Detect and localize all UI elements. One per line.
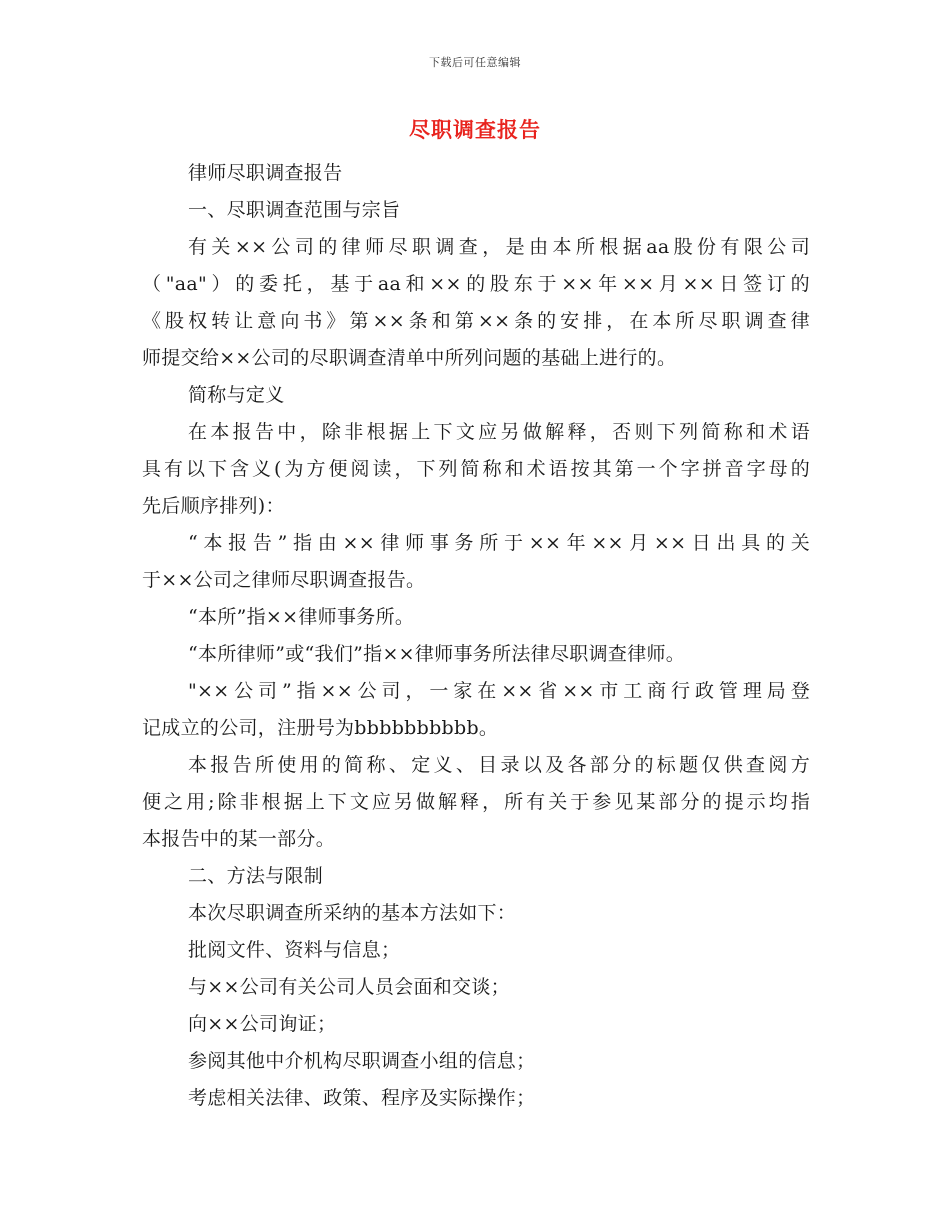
text-line: “本所”指××律师事务所。 [188, 606, 415, 628]
text-line: 与××公司有关公司人员会面和交谈； [188, 976, 510, 998]
text-line: 《股权转让意向书》第××条和第××条的安排，在本所尽职调查律 [142, 310, 810, 332]
text-line: 一、尽职调查范围与宗旨 [188, 199, 401, 221]
text-line: 本报告所使用的简称、定义、目录以及各部分的标题仅供查阅方 [188, 754, 810, 776]
document-body [142, 155, 810, 1117]
text-line: "××公司”指××公司，一家在××省××市工商行政管理局登 [188, 680, 810, 702]
text-line: 参阅其他中介机构尽职调查小组的信息； [188, 1050, 536, 1072]
text-line: 师提交给××公司的尽职调查清单中所列问题的基础上进行的。 [142, 347, 677, 369]
text-line: 二、方法与限制 [188, 865, 324, 887]
text-line: 简称与定义 [188, 384, 285, 406]
text-line: 有关××公司的律师尽职调查，是由本所根据aa股份有限公司 [188, 236, 810, 258]
text-line: 便之用;除非根据上下文应另做解释，所有关于参见某部分的提示均指 [142, 791, 810, 813]
text-line: 先后顺序排列)： [142, 495, 285, 517]
text-line: “本报告”指由××律师事务所于××年××月××日出具的关 [188, 532, 810, 554]
text-line: 在本报告中，除非根据上下文应另做解释，否则下列简称和术语 [188, 421, 810, 443]
text-line: （"aa"）的委托，基于aa和××的股东于××年××月××日签订的 [142, 273, 810, 295]
text-line: 批阅文件、资料与信息； [188, 939, 401, 961]
header-note: 下载后可任意编辑 [429, 56, 521, 69]
text-line: 记成立的公司，注册号为bbbbbbbbbb。 [142, 717, 499, 739]
text-line: “本所律师”或“我们”指××律师事务所法律尽职调查律师。 [188, 643, 686, 665]
document-title: 尽职调查报告 [409, 117, 541, 142]
text-line: 向××公司询证； [188, 1013, 337, 1035]
text-line: 于××公司之律师尽职调查报告。 [142, 569, 426, 591]
text-line: 本次尽职调查所采纳的基本方法如下： [188, 902, 517, 924]
text-line: 具有以下含义(为方便阅读，下列简称和术语按其第一个字拼音字母的 [142, 458, 810, 480]
text-line: 考虑相关法律、政策、程序及实际操作； [188, 1087, 536, 1109]
text-line: 律师尽职调查报告 [188, 162, 343, 184]
text-line: 本报告中的某一部分。 [142, 828, 336, 850]
